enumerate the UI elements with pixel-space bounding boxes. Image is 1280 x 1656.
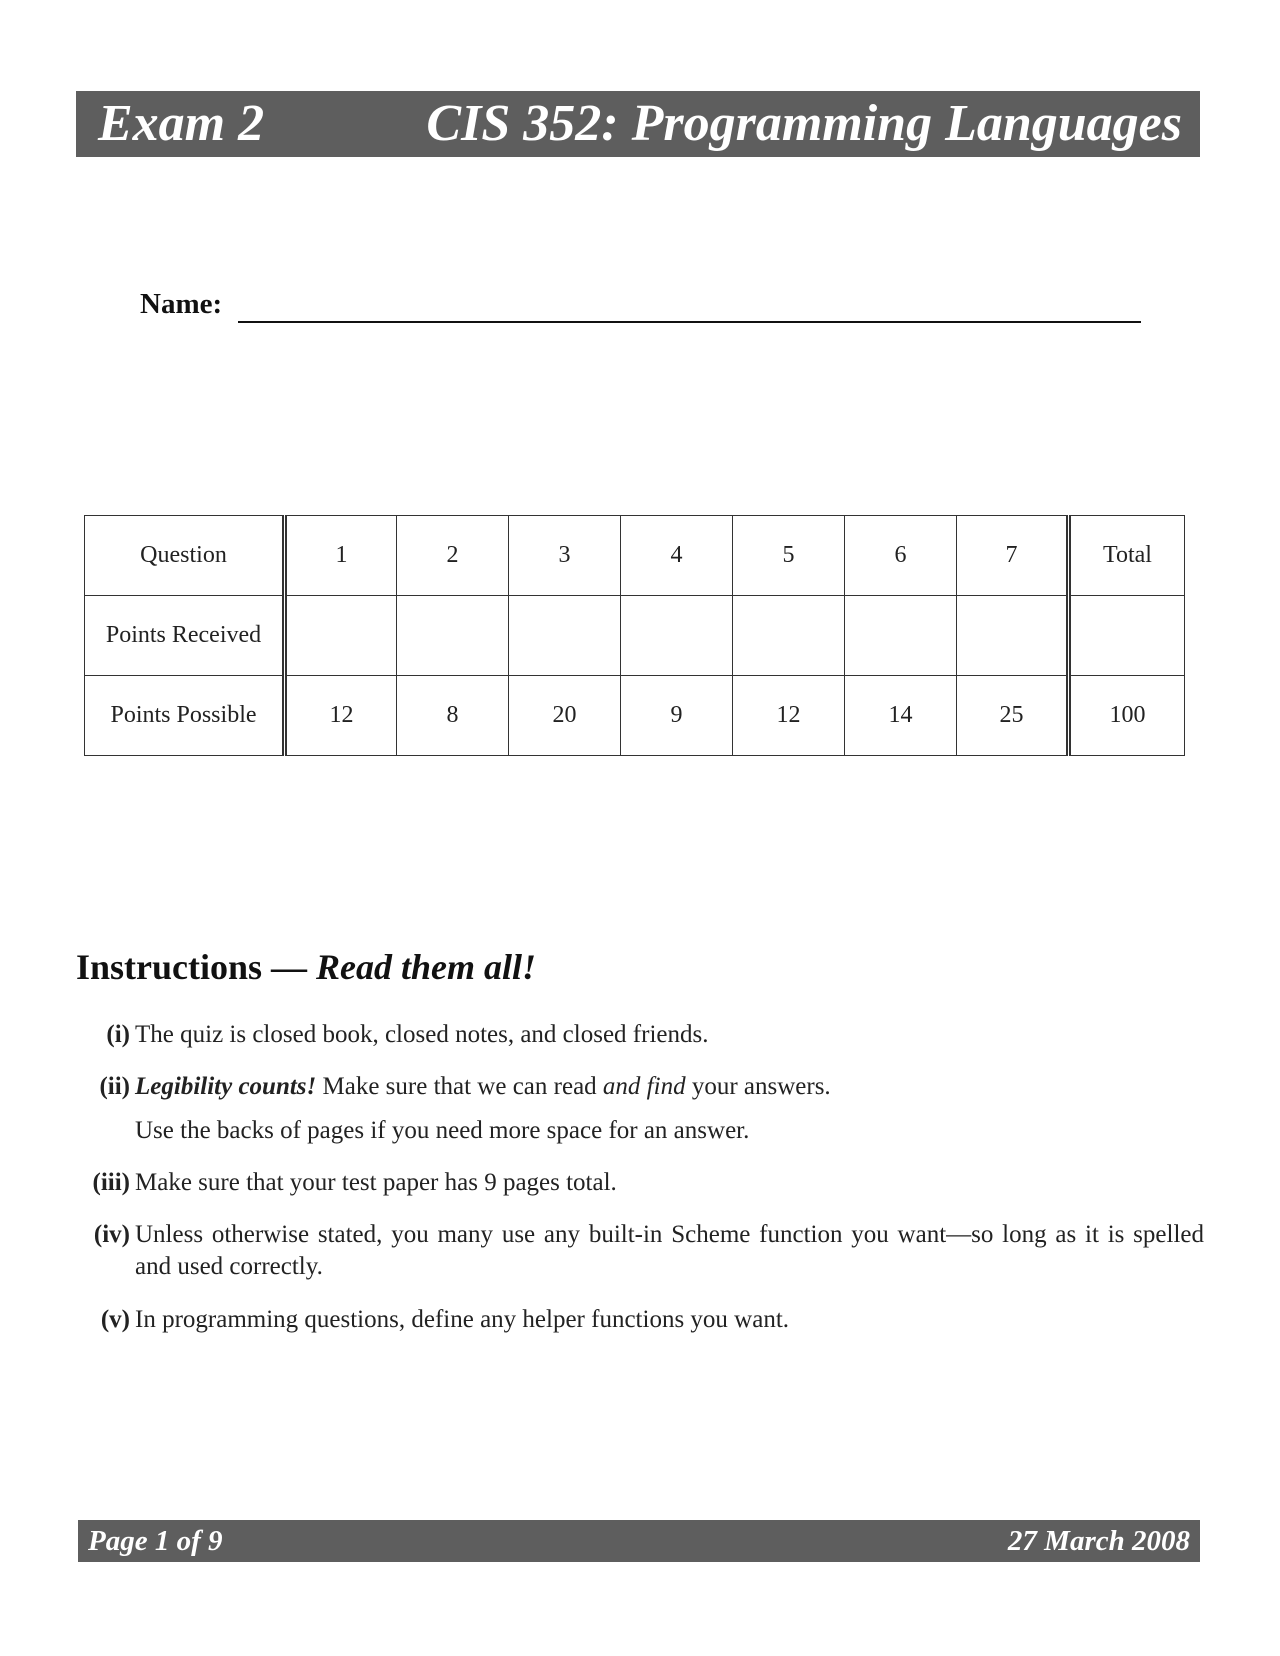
instruction-text: In programming questions, define any helper functions you want. [135,1306,790,1333]
page-number: Page 1 of 9 [88,1525,223,1557]
instruction-item [76,1167,1204,1199]
points-possible-cell: 25 [957,676,1069,756]
instructions-title: Instructions — [76,947,308,987]
footer-bar [78,1520,1200,1562]
total-header: Total [1069,516,1185,596]
name-label: Name: [140,288,223,320]
table-row-question [85,516,1185,596]
instructions-heading [76,946,536,988]
points-possible-cell: 8 [397,676,509,756]
instruction-marker: (ii) [99,1073,130,1100]
instruction-item [76,1219,1204,1283]
instruction-marker: (iv) [93,1221,130,1248]
question-number: 6 [845,516,957,596]
points-possible-cell: 9 [621,676,733,756]
points-received-cell[interactable] [621,596,733,676]
points-possible-total: 100 [1069,676,1185,756]
row-label-points-received: Points Received [85,596,285,676]
instruction-lead: Legibility counts! [135,1073,317,1100]
points-possible-cell: 14 [845,676,957,756]
instruction-text-part: Make sure that we can read [322,1073,597,1100]
instruction-text: The quiz is closed book, closed notes, and closed friends. [135,1021,709,1048]
instruction-marker: (i) [106,1021,130,1048]
question-number: 7 [957,516,1069,596]
course-title: CIS 352: Programming Languages [426,95,1182,152]
instruction-text-part: your answers. [691,1073,831,1100]
header-bar [76,91,1200,157]
points-possible-cell: 12 [733,676,845,756]
instruction-item [76,1071,1204,1147]
question-number: 3 [509,516,621,596]
exam-title: Exam 2 [98,95,265,152]
points-received-cell[interactable] [397,596,509,676]
instruction-emphasis: and find [602,1073,686,1100]
points-received-cell[interactable] [285,596,397,676]
question-number: 4 [621,516,733,596]
table-row-points-received [85,596,1185,676]
score-table [84,515,1185,756]
instruction-marker: (v) [100,1306,130,1333]
instruction-text: Unless otherwise stated, you many use any built-in Scheme function you want—so long as it is spelled and used correctly. [135,1221,1204,1280]
question-number: 2 [397,516,509,596]
points-received-cell[interactable] [509,596,621,676]
instruction-text: Make sure that your test paper has 9 pages total. [135,1169,617,1196]
instruction-item [76,1019,1204,1051]
points-possible-cell: 20 [509,676,621,756]
points-received-cell[interactable] [845,596,957,676]
question-number: 1 [285,516,397,596]
instruction-text [135,1071,1204,1103]
question-number: 5 [733,516,845,596]
points-received-cell[interactable] [957,596,1069,676]
row-label-question: Question [85,516,285,596]
instruction-subtext: Use the backs of pages if you need more space for an answer. [135,1117,750,1144]
instructions-title-emphasis: Read them all! [316,947,537,987]
points-received-cell[interactable] [733,596,845,676]
name-field[interactable] [238,321,1141,323]
exam-date: 27 March 2008 [1007,1525,1190,1557]
row-label-points-possible: Points Possible [85,676,285,756]
points-possible-cell: 12 [285,676,397,756]
points-received-total[interactable] [1069,596,1185,676]
instruction-marker: (iii) [92,1169,130,1196]
table-row-points-possible [85,676,1185,756]
instruction-item [76,1304,1204,1336]
